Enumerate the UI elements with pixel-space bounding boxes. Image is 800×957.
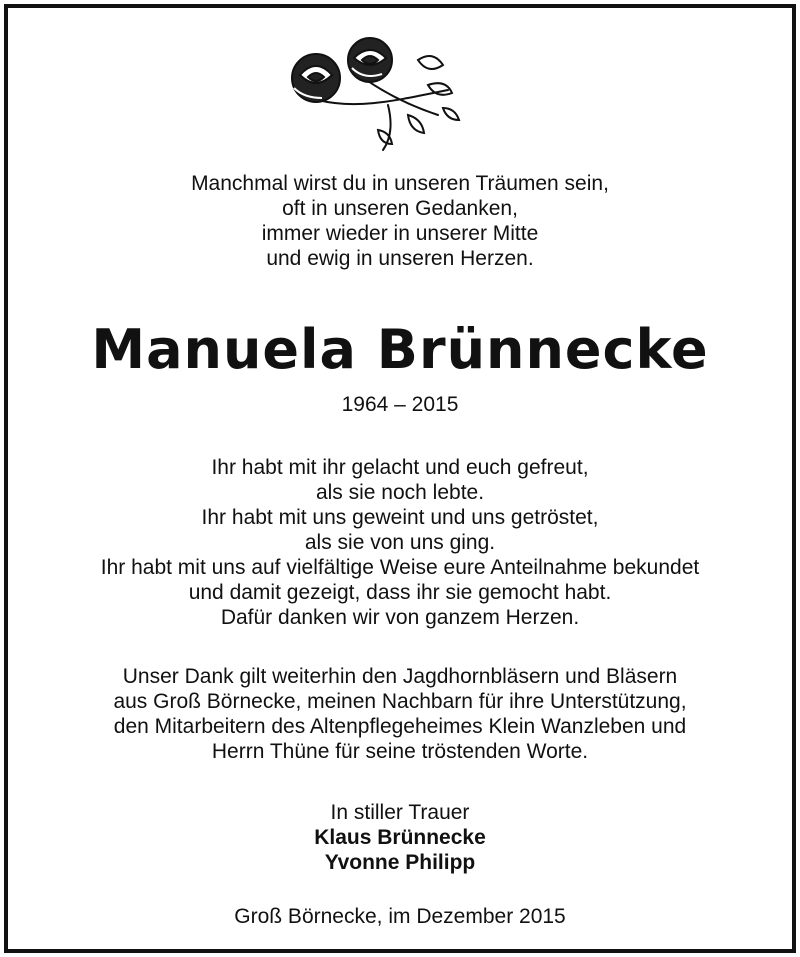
thanks-line: als sie von uns ging. — [304, 531, 496, 554]
signature-name: Klaus Brünnecke — [314, 826, 486, 849]
thanks-paragraph — [8, 455, 792, 630]
thanks-line: und damit gezeigt, dass ihr sie gemocht habt. — [188, 581, 612, 604]
motto-line: Manchmal wirst du in unseren Träumen sein, — [191, 172, 609, 195]
thanks-line: als sie noch lebte. — [315, 481, 485, 504]
deceased-name: Manuela Brünnecke — [91, 318, 709, 381]
motto-line: oft in unseren Gedanken, — [282, 197, 518, 220]
gratitude-line: Herrn Thüne für seine tröstenden Worte. — [211, 740, 589, 763]
life-years: 1964 – 2015 — [341, 393, 459, 416]
thanks-line: Ihr habt mit uns geweint und uns getröstet, — [201, 506, 599, 529]
signature-block — [8, 800, 792, 875]
motto-line: immer wieder in unserer Mitte — [261, 222, 539, 245]
place-date: Groß Börnecke, im Dezember 2015 — [234, 905, 566, 928]
motto-verse — [8, 171, 792, 271]
rose-right — [348, 38, 392, 82]
signature-name: Yvonne Philipp — [324, 851, 476, 874]
motto-line: und ewig in unseren Herzen. — [266, 247, 534, 270]
gratitude-paragraph — [8, 664, 792, 764]
gratitude-line: aus Groß Börnecke, meinen Nachbarn für ihre Unterstützung, — [113, 690, 687, 713]
thanks-line: Dafür danken wir von ganzem Herzen. — [220, 606, 580, 629]
gratitude-line: den Mitarbeitern des Altenpflegeheimes Klein Wanzleben und — [113, 715, 687, 738]
roses-icon — [278, 30, 468, 155]
obituary-notice — [4, 4, 796, 953]
gratitude-line: Unser Dank gilt weiterhin den Jagdhornbläsern und Bläsern — [122, 665, 678, 688]
rose-left — [292, 54, 340, 102]
thanks-line: Ihr habt mit ihr gelacht und euch gefreut, — [211, 456, 589, 479]
signature-intro: In stiller Trauer — [330, 801, 470, 824]
thanks-line: Ihr habt mit uns auf vielfältige Weise eure Anteilnahme bekundet — [100, 556, 700, 579]
